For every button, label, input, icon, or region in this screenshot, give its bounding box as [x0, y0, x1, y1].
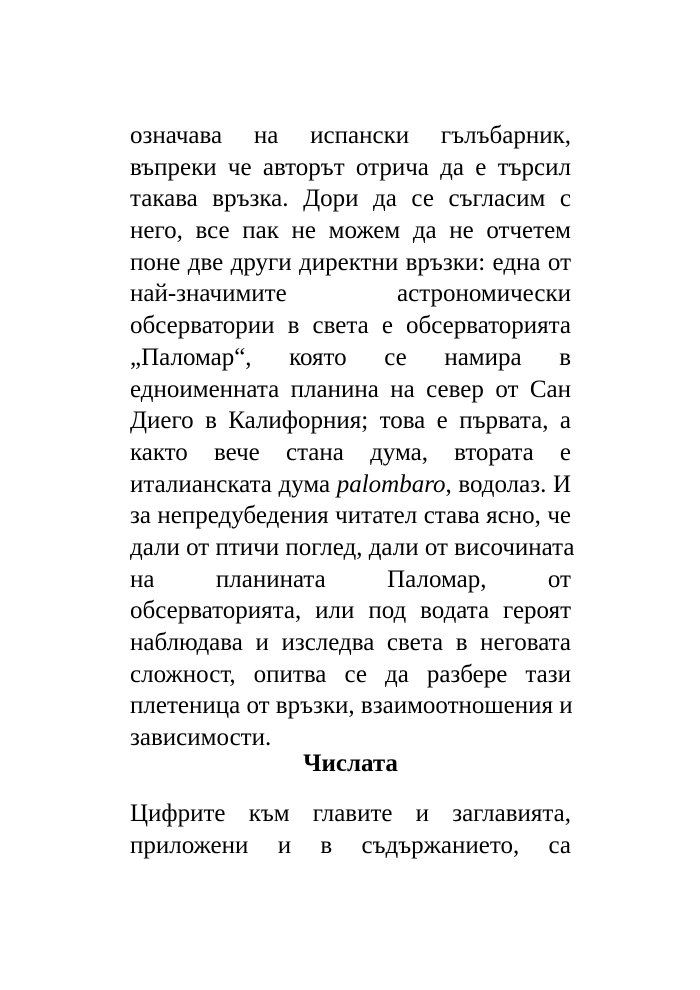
text-fragment: италианската дума: [130, 470, 331, 498]
text-line: сложност, опитва се да разбере тази: [130, 660, 571, 688]
text-line: обсерватории в света е обсерваторията: [130, 312, 571, 340]
text-line: зависимости.: [130, 724, 272, 752]
text-line: въпреки че авторът отрича да е търсил: [130, 153, 571, 181]
text-line: дали от птичи поглед, дали от височината: [130, 533, 575, 561]
text-line: него, все пак не можем да не отчетем: [130, 217, 571, 245]
text-line: приложени и в съдържанието, са: [130, 831, 571, 859]
text-line-with-italic: [130, 469, 571, 501]
italic-term: palombaro: [336, 470, 446, 498]
paragraph-intro: [130, 120, 575, 754]
text-line: такава връзка. Дори да се съгласим с: [130, 185, 571, 213]
text-line: означава на испански гълъбарник,: [130, 122, 571, 149]
text-line: за непредубедения читател става ясно, че: [130, 502, 571, 530]
text-line: обсерваторията, или под водата героят: [130, 597, 571, 625]
text-line: „Паломар“, която се намира в: [130, 343, 571, 371]
text-line: едноименната планина на север от Сан: [130, 375, 571, 403]
text-line: на планината Паломар, от: [130, 565, 571, 593]
text-line: наблюдава и изследва света в неговата: [130, 629, 571, 656]
text-fragment: , водолаз. И: [445, 470, 572, 498]
text-line: Диего в Калифорния; това е първата, а: [130, 407, 571, 435]
text-line: както вече стана дума, втората е: [130, 438, 571, 466]
text-line: поне две други директни връзки: една от: [130, 248, 571, 276]
text-line: Цифрите към главите и заглавията,: [130, 800, 571, 827]
section-heading: Числата: [303, 750, 398, 777]
text-line: най-значимите астрономически: [130, 280, 571, 308]
paragraph-numbers: [130, 798, 571, 861]
text-line: плетеница от връзки, взаимоотношения и: [130, 692, 573, 720]
